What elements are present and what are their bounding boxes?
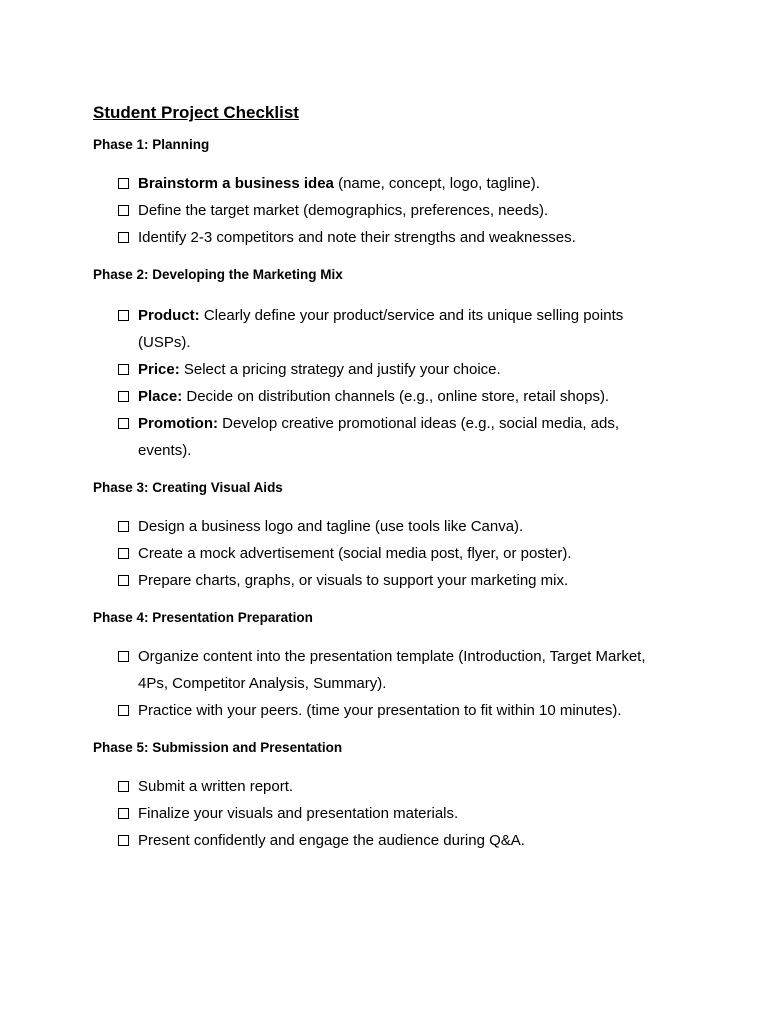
phase-5-checklist bbox=[93, 773, 673, 854]
checklist-item bbox=[118, 800, 673, 827]
checkbox[interactable] bbox=[118, 205, 129, 216]
phase-1-checklist bbox=[93, 170, 673, 251]
phase-4-checklist bbox=[93, 643, 673, 724]
item-text bbox=[138, 197, 673, 224]
checkbox[interactable] bbox=[118, 705, 129, 716]
checkbox[interactable] bbox=[118, 808, 129, 819]
item-body: Prepare charts, graphs, or visuals to support your marketing mix. bbox=[138, 572, 569, 589]
item-text bbox=[138, 827, 673, 854]
item-body: Clearly define your product/service and its unique selling points (USPs). bbox=[138, 307, 624, 351]
checklist-item bbox=[118, 697, 673, 724]
item-body: Create a mock advertisement (social media post, flyer, or poster). bbox=[138, 545, 572, 562]
item-body: Decide on distribution channels (e.g., online store, retail shops). bbox=[182, 388, 610, 405]
item-body: Design a business logo and tagline (use tools like Canva). bbox=[138, 518, 524, 535]
item-text bbox=[138, 302, 673, 356]
checklist-item bbox=[118, 356, 673, 383]
item-body: Select a pricing strategy and justify your choice. bbox=[179, 361, 501, 378]
checklist-item bbox=[118, 410, 673, 464]
item-lead: Price: bbox=[138, 361, 180, 378]
checklist-item bbox=[118, 567, 673, 594]
item-text bbox=[138, 697, 673, 724]
checklist-item bbox=[118, 302, 673, 356]
item-text bbox=[138, 540, 673, 567]
item-text bbox=[138, 383, 673, 410]
checkbox[interactable] bbox=[118, 364, 129, 375]
item-lead: Promotion: bbox=[138, 415, 218, 432]
checkbox[interactable] bbox=[118, 781, 129, 792]
item-body: Finalize your visuals and presentation materials. bbox=[138, 805, 459, 822]
item-text bbox=[138, 643, 673, 697]
checklist-item bbox=[118, 827, 673, 854]
item-body: Submit a written report. bbox=[138, 778, 294, 795]
checklist-item bbox=[118, 643, 673, 697]
item-body: Define the target market (demographics, preferences, needs). bbox=[138, 202, 549, 219]
item-body: Practice with your peers. (time your presentation to fit within 10 minutes). bbox=[138, 702, 622, 719]
item-body: Identify 2-3 competitors and note their strengths and weaknesses. bbox=[138, 229, 576, 246]
phase-4 bbox=[93, 608, 673, 724]
checkbox[interactable] bbox=[118, 521, 129, 532]
checkbox[interactable] bbox=[118, 418, 129, 429]
phase-3-checklist bbox=[93, 513, 673, 594]
item-lead: Place: bbox=[138, 388, 183, 405]
item-text bbox=[138, 800, 673, 827]
checkbox[interactable] bbox=[118, 232, 129, 243]
item-body: Organize content into the presentation template (Introduction, Target Market, 4Ps, Competitor Analysis, Summary). bbox=[138, 648, 646, 692]
checklist-item bbox=[118, 224, 673, 251]
item-text bbox=[138, 567, 673, 594]
document-title: Student Project Checklist bbox=[93, 103, 299, 122]
checkbox[interactable] bbox=[118, 391, 129, 402]
checklist-item bbox=[118, 540, 673, 567]
item-text bbox=[138, 356, 673, 383]
item-body: Present confidently and engage the audience during Q&A. bbox=[138, 832, 525, 849]
phase-3-title: Phase 3: Creating Visual Aids bbox=[93, 480, 283, 495]
item-text bbox=[138, 773, 673, 800]
item-lead: Brainstorm a business idea bbox=[138, 175, 334, 192]
item-body: Develop creative promotional ideas (e.g., social media, ads, events). bbox=[138, 415, 620, 459]
document-page bbox=[93, 102, 673, 854]
item-text bbox=[138, 513, 673, 540]
checklist-item bbox=[118, 773, 673, 800]
checklist-item bbox=[118, 170, 673, 197]
checkbox[interactable] bbox=[118, 178, 129, 189]
phase-3 bbox=[93, 478, 673, 594]
checkbox[interactable] bbox=[118, 575, 129, 586]
phase-1-title: Phase 1: Planning bbox=[93, 137, 210, 152]
phase-2-title: Phase 2: Developing the Marketing Mix bbox=[93, 267, 343, 282]
checkbox[interactable] bbox=[118, 310, 129, 321]
checklist-item bbox=[118, 383, 673, 410]
checklist-item bbox=[118, 513, 673, 540]
phase-2 bbox=[93, 265, 673, 464]
checkbox[interactable] bbox=[118, 548, 129, 559]
item-text bbox=[138, 224, 673, 251]
checkbox[interactable] bbox=[118, 651, 129, 662]
phase-1 bbox=[93, 135, 673, 251]
checkbox[interactable] bbox=[118, 835, 129, 846]
phase-5-title: Phase 5: Submission and Presentation bbox=[93, 740, 343, 755]
phase-4-title: Phase 4: Presentation Preparation bbox=[93, 610, 313, 625]
item-lead: Product: bbox=[138, 307, 200, 324]
item-text bbox=[138, 170, 673, 197]
phase-2-checklist bbox=[93, 302, 673, 464]
item-body: (name, concept, logo, tagline). bbox=[333, 175, 540, 192]
checklist-item bbox=[118, 197, 673, 224]
item-text bbox=[138, 410, 673, 464]
phase-5 bbox=[93, 738, 673, 854]
